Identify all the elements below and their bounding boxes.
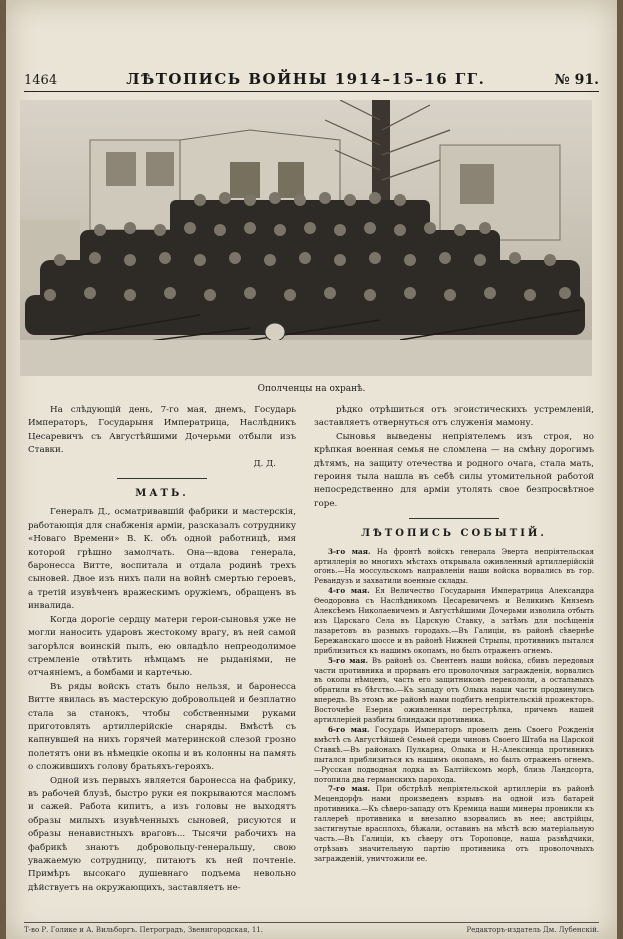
divider <box>117 478 207 479</box>
article-paragraph: Одной изъ первыхъ является баронесса на фабрику, въ рабочей блузѣ, быстро руки ея покрываются масломъ и сажей. Работа кипитъ, а изъ головы не выходятъ образы милыхъ изувѣченныхъ сыновей, рисуются и образы ненавистныхъ враговъ... Тысячи рабочихъ на фабрикѣ знаютъ добровольцу-генеральшу, свою уважаемую сотрудницу, питаютъ къ ней почтеніе. Примѣръ высокаго душевнаго подъема невольно дѣйствуетъ на окружающихъ, заставляетъ не- <box>28 775 296 893</box>
document-page <box>6 0 617 939</box>
chronicle-entry <box>314 547 594 587</box>
article-paragraph: рѣдко отрѣшиться отъ эгоистическихъ устремленій, заставляетъ отвернуться отъ служенія мамону. <box>314 405 594 429</box>
militia-group-photo <box>20 100 592 376</box>
column-left <box>28 404 296 895</box>
entry-date: 5-го мая. <box>328 655 368 665</box>
article-paragraph: Въ ряды войскъ стать было нельзя, и баронесса Витте явилась въ мастерскую добровольцей и безплатно стала за станокъ, чтобы собственными руками приготовлять артиллерійскіе снаряды. Вмѣстѣ съ капнувшей на нихъ горячей материнской слезой грозно полетятъ они въ нѣмецкіе окопы и въ колонны на память о сложившихъ голову братьяхъ-герояхъ. <box>28 681 296 773</box>
chronicle-entry <box>314 725 594 784</box>
entry-date: 3-го мая. <box>328 546 371 556</box>
entry-date: 7-го мая. <box>328 784 371 794</box>
entry-date: 6-го мая. <box>328 724 370 734</box>
article-title: МАТЬ. <box>135 488 189 500</box>
page-number: 1464 <box>24 73 58 88</box>
page-footer <box>24 922 599 934</box>
intro-paragraph: На слѣдующій день, 7-го мая, днемъ, Государь Императоръ, Государыня Императрица, Наслѣдникъ Цесаревичъ съ Августѣйшими Дочерьми отбыли изъ Ставки. <box>28 405 296 456</box>
entry-text: При обстрѣлѣ непріятельской артиллеріи въ районѣ Мецендорфъ нами произведенъ взрывъ на одной изъ батарей противника.—Къ сѣверо-западу отъ Кремица наши минеры проникли къ галлереѣ противника и внезапно взорвались въ нее; австрійцы, застигнутые врасплохъ, бѣжали, оставивъ на мѣстѣ всю матеріальную часть.—Въ Галиціи, къ сѣверу отъ Тороповце, наша развѣдчики, отрѣзавъ значительную партію противника отъ проволочныхъ загражденій, уничтожили ее. <box>314 784 594 863</box>
article-paragraph: Генералъ Д., осматривавшій фабрики и мастерскія, работающія для снабженія арміи, разсказалъ сотруднику «Новаго Времени» В. К. объ одной работницѣ, имя которой грѣшно замолчать. Она—вдова генерала, баронесса Витте, воспитала и отдала родинѣ трехъ сыновей. Двое изъ нихъ пали на войнѣ смертью героевъ, а третій изувѣченъ вражескимъ оружіемъ, обращенъ въ инвалида. <box>28 507 296 612</box>
entry-text: Государь Императоръ провелъ день Своего Рожденія вмѣстѣ съ Августѣйшей Семьей среди чиновъ Своего Штаба на Царской Ставкѣ.—Въ районахъ Пулкарна, Олыка и Н.-Алексинца противникъ пытался приблизиться къ нашимъ окопамъ, но былъ отраженъ огнемъ.—Русская подводная лодка въ Балтійскомъ морѣ, близь Ландсорта, потопила два германскихъ парохода. <box>314 724 595 784</box>
issue-number: № 91. <box>554 72 599 88</box>
divider <box>409 518 499 519</box>
chronicle-entry <box>314 586 594 655</box>
article-paragraph: Когда дорогіе сердцу матери герои-сыновья уже не могли наносить ударовъ жестокому врагу, въ ней самой загорѣлся воинскій пылъ, ею овладѣло непреодолимое стремленіе отвѣтить нѣмцамъ не рыданіями, не отчаяніемъ, а бомбами и картечью. <box>28 614 296 679</box>
journal-title: ЛѢТОПИСЬ ВОЙНЫ 1914–15–16 ГГ. <box>126 70 486 88</box>
column-right <box>314 404 594 864</box>
chronicle-title: ЛѢТОПИСЬ СОБЫТІЙ. <box>361 528 547 540</box>
entry-text: На фронтѣ войскъ генерала Эверта непріятельская артиллерія во многихъ мѣстахъ открывала оживленный артиллерійскій огонь.—На моссульскомъ направленіи наши войска ворвались въ гор. Ревандузъ и захватили военные склады. <box>314 546 594 586</box>
chronicle-list <box>314 547 594 864</box>
article-paragraph: Сыновья выведены непріятелемъ изъ строя, но крѣпкая военная семья не сломлена — на смѣну дорогимъ дѣтямъ, на защиту отечества и родного очага, стала мать, героиня тыла нашла въ себѣ силы утомительной работой непосредственно для арміи утолять свое безпросвѣтное горе. <box>314 431 594 509</box>
entry-text: Ея Величество Государыня Императрица Александра Өеодоровна съ Наслѣдникомъ Цесаревичемъ и Великимъ Княземъ Алексѣемъ Николаевичемъ и Августѣйшими Дочерьми изволила отбыть изъ Царскаго Села въ Царскую Ставку, а затѣмъ для посѣщенія лазаретовъ въ разныхъ городахъ.—Въ Галиціи, въ районѣ сѣвернѣе Бережанскаго шоссе и въ районѣ Нижней Стрыпы, противникъ пытался приблизиться къ нашимъ окопамъ, но былъ отраженъ огнемъ. <box>314 586 594 655</box>
chronicle-entry <box>314 784 594 863</box>
printer-imprint: Т-во Р. Голике и А. Вильборгъ. Петроградъ, Звенигородская, 11. <box>24 926 263 934</box>
editor-imprint: Редакторъ-издатель Дм. Лубенскій. <box>466 926 599 934</box>
chronicle-entry <box>314 656 594 725</box>
photo-caption: Ополченцы на охранѣ. <box>257 384 366 394</box>
photo-illustration <box>20 100 592 376</box>
entry-date: 4-го мая. <box>328 586 370 596</box>
page-header <box>24 62 599 92</box>
entry-text: Въ районѣ оз. Свентенъ наши войска, сбивъ передовыя части противника и прорвавъ его проволочныя загражденія, ворвались въ окопы нѣмцевъ, часть его защитниковъ перекололи, а остальныхъ обратили въ бѣгство.—Къ западу отъ Олыка наши части продвинулись впередъ. Въ этомъ же районѣ нами подбитъ непріятельскій прожекторъ. Восточнѣе Езерна оживленная перестрѣлка, причемъ нашей артиллеріей разбиты блиндажи противника. <box>314 655 594 725</box>
intro-signature: Д. Д. <box>253 458 276 469</box>
